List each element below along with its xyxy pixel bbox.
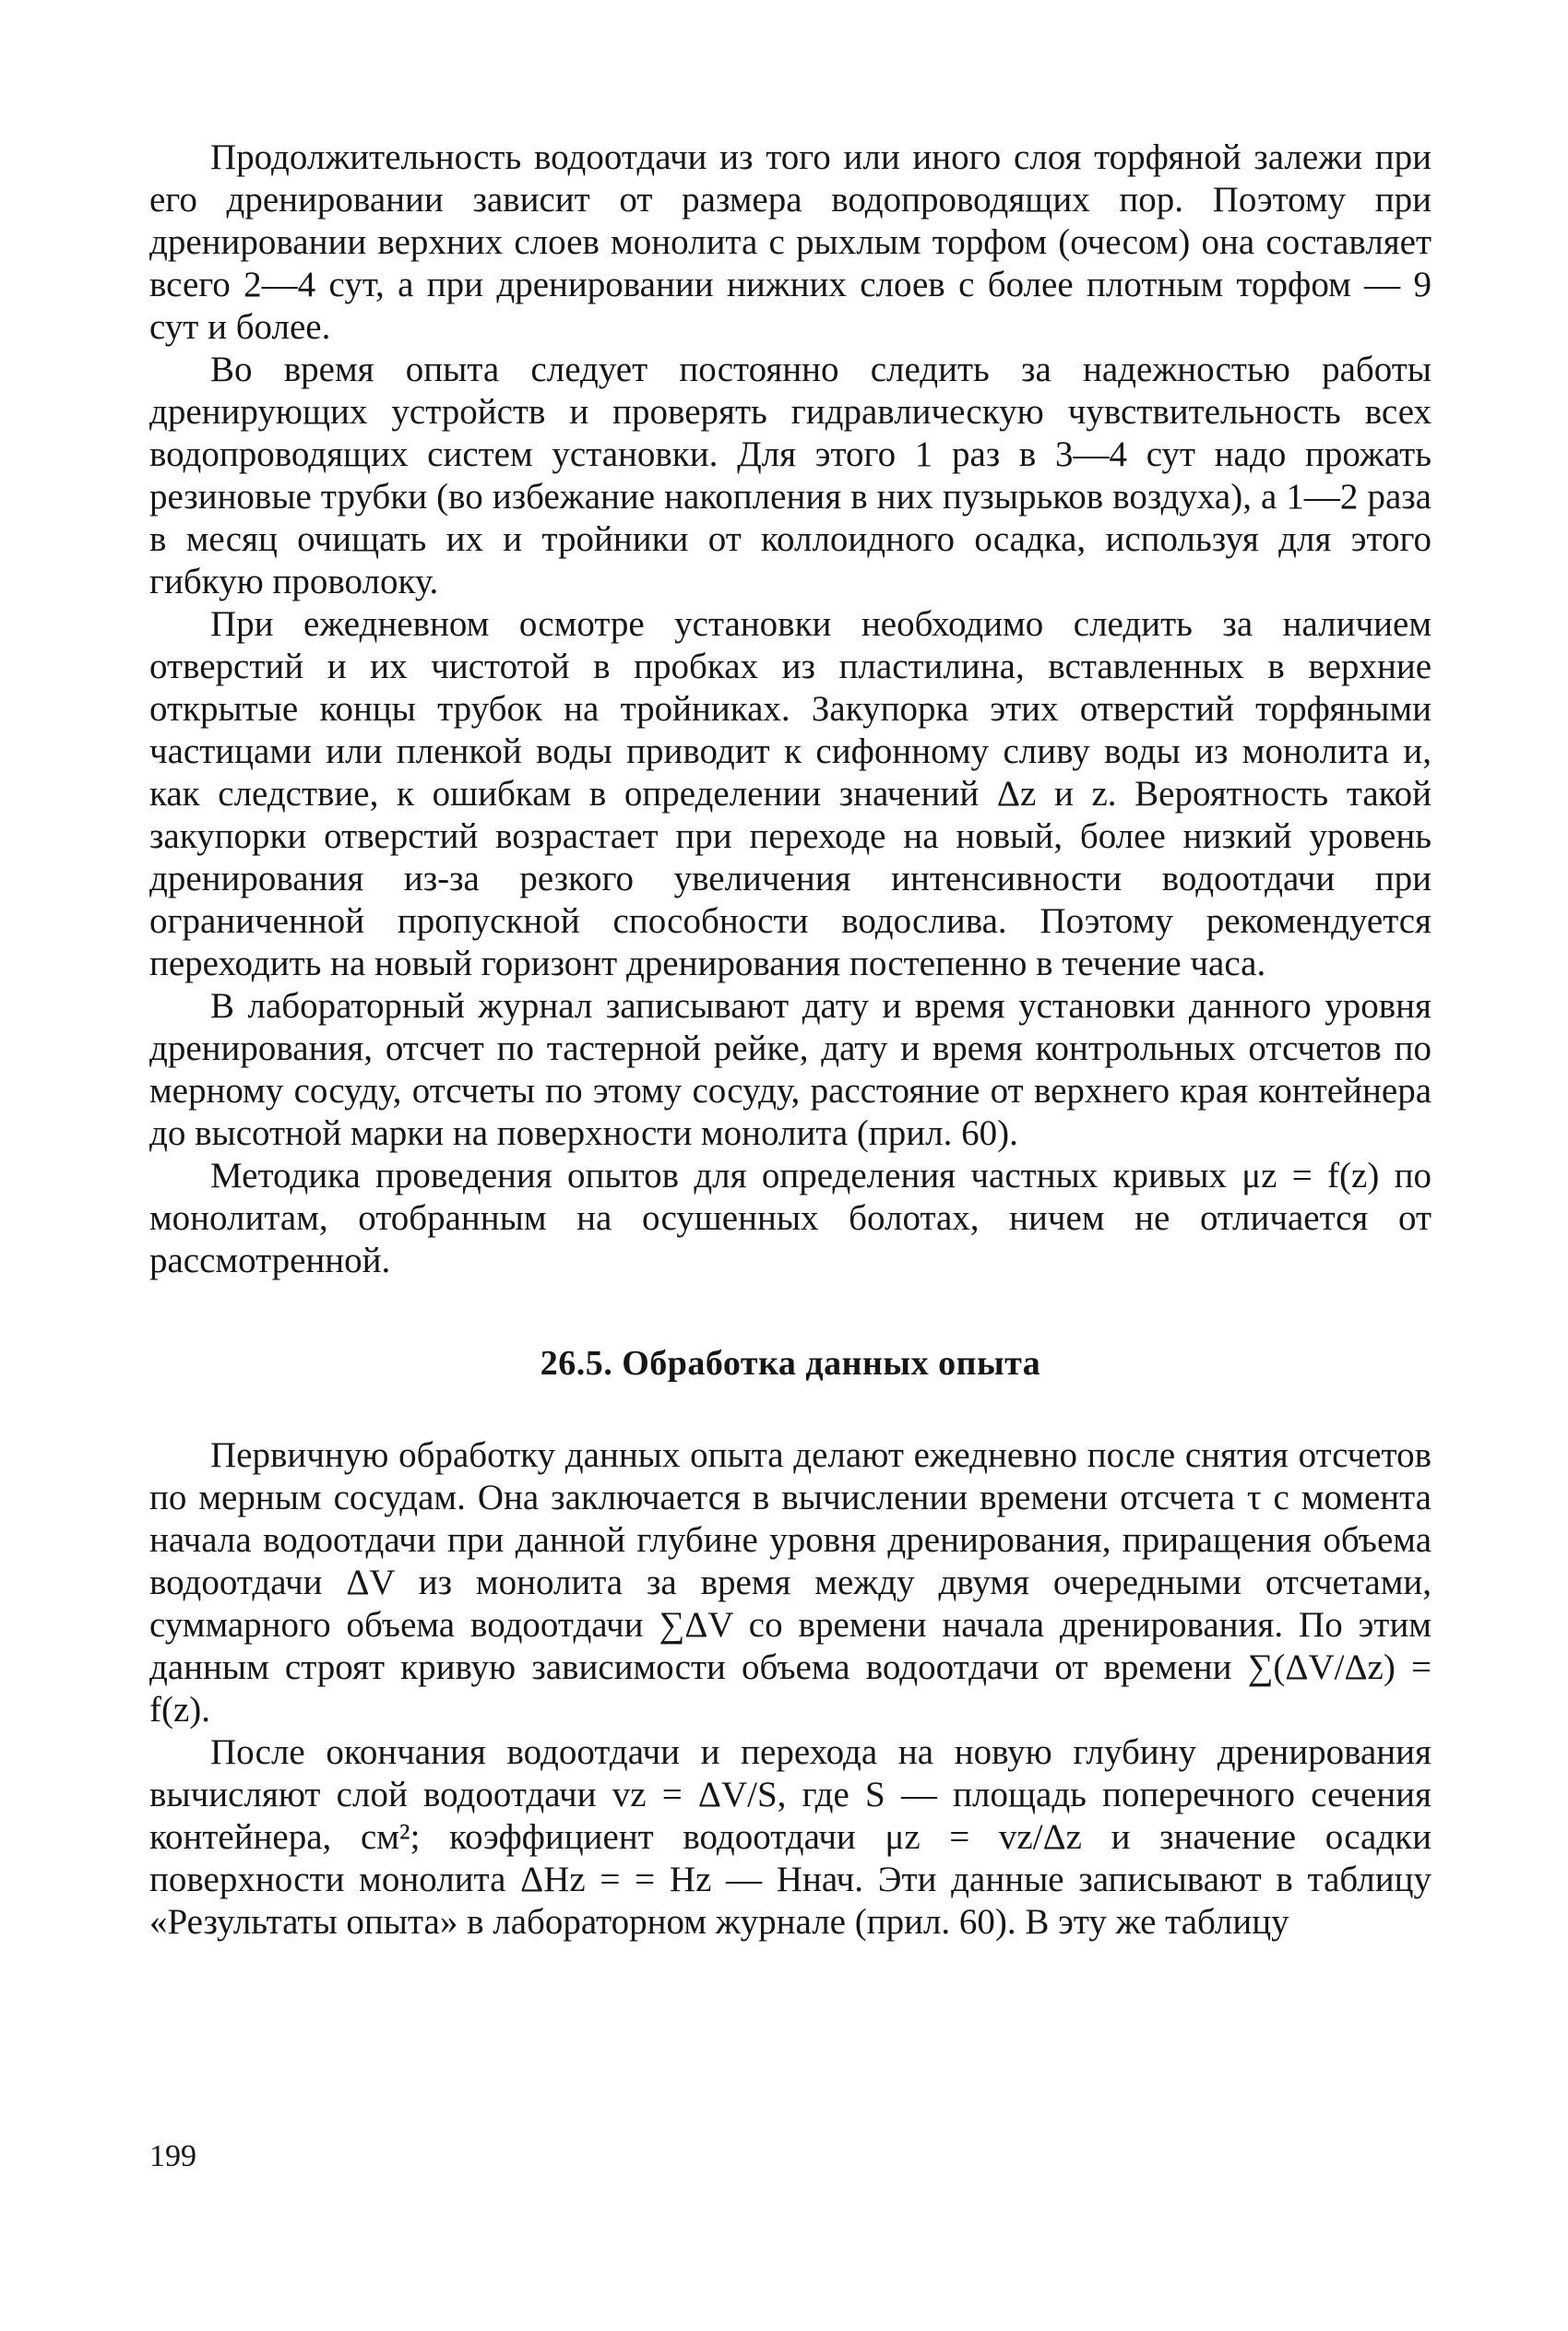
paragraph-device-reliability: Во время опыта следует постоянно следить за надежностью работы дренирующих устройств и проверять гидравлическую чувствительность всех водопроводящих систем установки. Для этого 1 раз в 3—4 сут надо прожать резиновые трубки (во избежание накопления в них пузырьков воздуха), а 1—2 раза в месяц очищать их и тройники от коллоидного осадка, используя для этого гибкую проволоку. [149,350,1431,601]
paragraph-daily-inspection: При ежедневном осмотре установки необходимо следить за наличием отверстий и их чистотой в пробках из пластилина, вставленных в верхние открытые концы трубок на тройниках. Закупорка этих отверстий торфяными частицами или пленкой воды приводит к сифонному сливу воды из монолита и, как следствие, к ошибкам в определении значений Δz и z. Вероятность такой закупорки отверстий возрастает при переходе на новый, более низкий уровень дренирования из-за резкого увеличения интенсивности водоотдачи при ограниченной пропускной способности водослива. Поэтому рекомендуется переходить на новый горизонт дренирования постепенно в течение часа. [149,604,1431,983]
paragraph-after-drainage: После окончания водоотдачи и перехода на новую глубину дренирования вычисляют слой водоотдачи vz = ΔV/S, где S — площадь поперечного сечения контейнера, см²; коэффициент водоотдачи μz = vz/Δz и значение осадки поверхности монолита ΔHz = = Hz — Hнач. Эти данные записывают в таблицу «Результаты опыта» в лабораторном журнале (прил. 60). В эту же таблицу [149,1732,1431,1942]
page-number: 199 [149,2139,196,2173]
paragraph-lab-journal: В лабораторный журнал записывают дату и время установки данного уровня дренирования, отсчет по тастерной рейке, дату и время контрольных отсчетов по мерному сосуду, отсчеты по этому сосуду, расстояние от верхнего края контейнера до высотной марки на поверхности монолита (прил. 60). [149,986,1431,1153]
page-text [149,137,1431,1944]
paragraph-drainage-duration: Продолжительность водоотдачи из того или иного слоя торфяной залежи при его дренировании зависит от размера водопроводящих пор. Поэтому при дренировании верхних слоев монолита с рыхлым торфом (очесом) она составляет всего 2—4 сут, а при дренировании нижних слоев с более плотным торфом — 9 сут и более. [149,137,1431,347]
paragraph-primary-processing: Первичную обработку данных опыта делают ежедневно после снятия отсчетов по мерным сосудам. Она заключается в вычислении времени отсчета τ с момента начала водоотдачи при данной глубине уровня дренирования, приращения объема водоотдачи ΔV из монолита за время между двумя очередными отсчетами, суммарного объема водоотдачи ∑ΔV со времени начала дренирования. По этим данным строят кривую зависимости объема водоотдачи от времени ∑(ΔV/Δz) = f(z). [149,1435,1431,1730]
paragraph-method-drained-bogs: Методика проведения опытов для определения частных кривых μz = f(z) по монолитам, отобранным на осушенных болотах, ничем не отличается от рассмотренной. [149,1156,1431,1280]
section-heading: 26.5. Обработка данных опыта [540,1344,1041,1383]
